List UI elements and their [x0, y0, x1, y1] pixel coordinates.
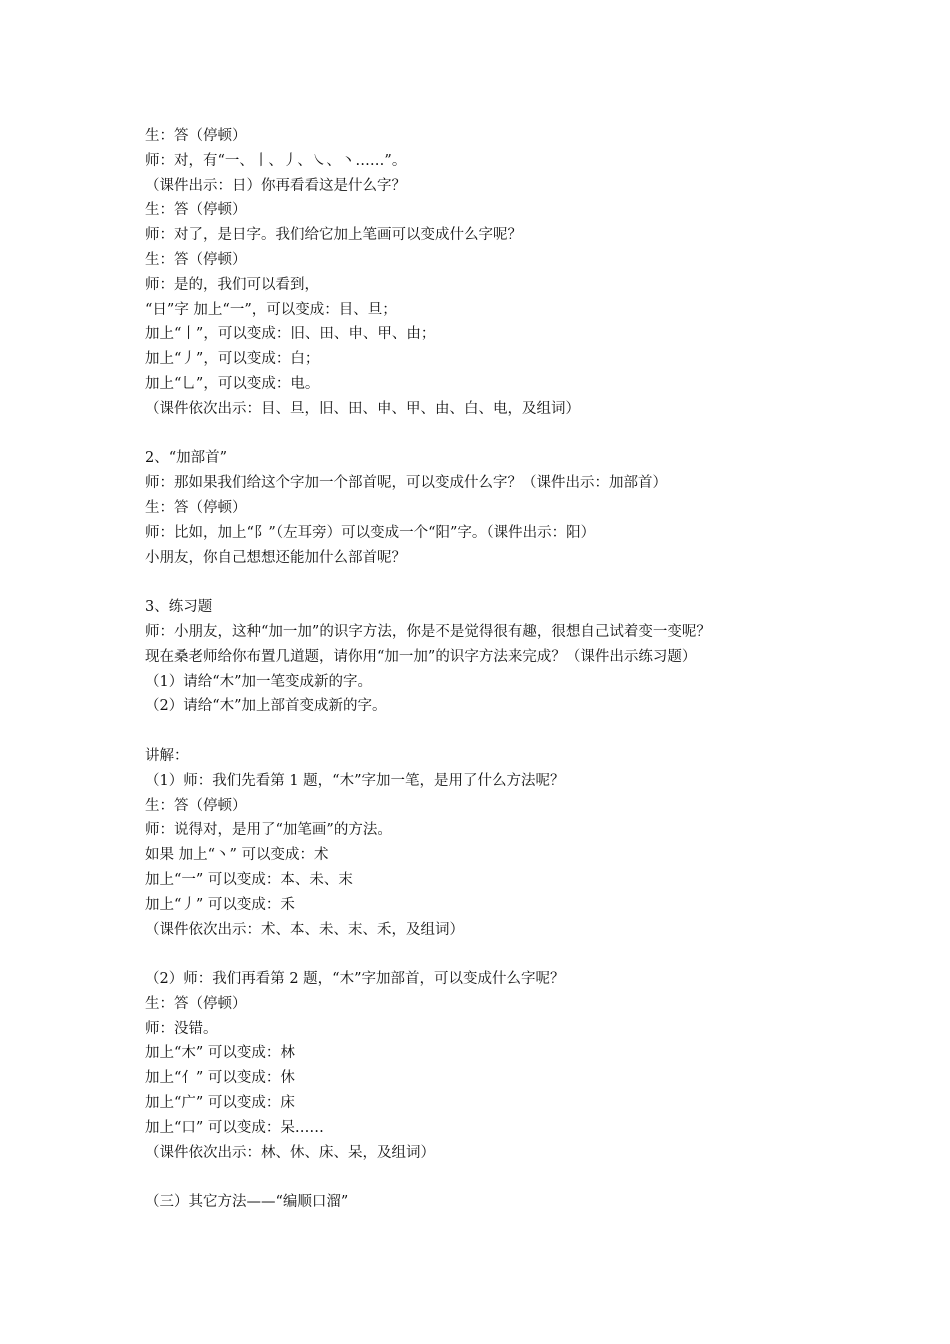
- text-line: 生：答（停顿）: [145, 499, 247, 516]
- blank-line: [145, 942, 845, 967]
- text-line: 加上“丿” 可以变成：禾: [145, 896, 295, 913]
- text-line: 如果 加上“丶” 可以变成：术: [145, 847, 329, 864]
- text-line: “日”字 加上“一”，可以变成：目、旦；: [145, 301, 397, 318]
- text-line: 师：是的，我们可以看到，: [145, 276, 319, 293]
- text-line: （课件依次出示：林、休、床、呆，及组词）: [145, 1144, 435, 1161]
- text-line: 加上“一” 可以变成：本、未、末: [145, 871, 353, 888]
- text-line: 现在桑老师给你布置几道题，请你用“加一加”的识字方法来完成？（课件出示练习题）: [145, 648, 697, 665]
- text-line: 师：说得对，是用了“加笔画”的方法。: [145, 822, 392, 839]
- text-line: 加上“广” 可以变成：床: [145, 1095, 295, 1112]
- text-line: 加上“乚”，可以变成：电。: [145, 375, 320, 392]
- document-body: [145, 124, 845, 1215]
- section-heading: 讲解：: [145, 747, 189, 764]
- text-line: （课件依次出示：术、本、未、末、禾，及组词）: [145, 921, 464, 938]
- text-line: 生：答（停顿）: [145, 797, 247, 814]
- text-line: 加上“口” 可以变成：呆……: [145, 1119, 324, 1136]
- text-line: 师：没错。: [145, 1020, 218, 1037]
- text-line: 加上“丿”，可以变成：白；: [145, 351, 320, 368]
- text-line: （课件出示：日）你再看看这是什么字？: [145, 177, 406, 194]
- text-line: 师：那如果我们给这个字加一个部首呢，可以变成什么字？（课件出示：加部首）: [145, 475, 667, 492]
- text-line: 师：对，有“一、丨、丿、㇏、丶……”。: [145, 152, 407, 169]
- blank-line: [145, 1165, 845, 1190]
- text-line: 加上“亻” 可以变成：休: [145, 1070, 295, 1087]
- text-line: 生：答（停顿）: [145, 995, 247, 1012]
- section-heading: 3、练习题: [145, 599, 213, 616]
- text-line: （2）师：我们再看第 2 题，“木”字加部首，可以变成什么字呢？: [145, 971, 565, 988]
- blank-line: [145, 570, 845, 595]
- blank-line: [145, 719, 845, 744]
- text-line: 小朋友，你自己想想还能加什么部首呢？: [145, 549, 406, 566]
- text-line: 加上“丨”，可以变成：旧、田、申、甲、由；: [145, 326, 436, 343]
- text-line: 师：对了，是日字。我们给它加上笔画可以变成什么字呢？: [145, 227, 522, 244]
- text-line: 师：小朋友，这种“加一加”的识字方法，你是不是觉得很有趣，很想自己试着变一变呢？: [145, 623, 711, 640]
- text-line: 生：答（停顿）: [145, 251, 247, 268]
- text-line: （课件依次出示：目、旦，旧、田、申、甲、由、白、电，及组词）: [145, 400, 580, 417]
- exercise-item: （1）请给“木”加一笔变成新的字。: [145, 673, 373, 690]
- exercise-item: （2）请给“木”加上部首变成新的字。: [145, 698, 387, 715]
- text-line: 师：比如，加上“阝”（左耳旁）可以变成一个“阳”字。（课件出示：阳）: [145, 524, 596, 541]
- text-line: 生：答（停顿）: [145, 128, 247, 144]
- text-line: 加上“木” 可以变成：林: [145, 1045, 295, 1062]
- text-line: 生：答（停顿）: [145, 202, 247, 219]
- section-heading: （三）其它方法——“编顺口溜”: [145, 1194, 349, 1211]
- text-line: （1）师：我们先看第 1 题，“木”字加一笔，是用了什么方法呢？: [145, 772, 565, 789]
- section-heading: 2、“加部首”: [145, 450, 228, 467]
- blank-line: [145, 422, 845, 447]
